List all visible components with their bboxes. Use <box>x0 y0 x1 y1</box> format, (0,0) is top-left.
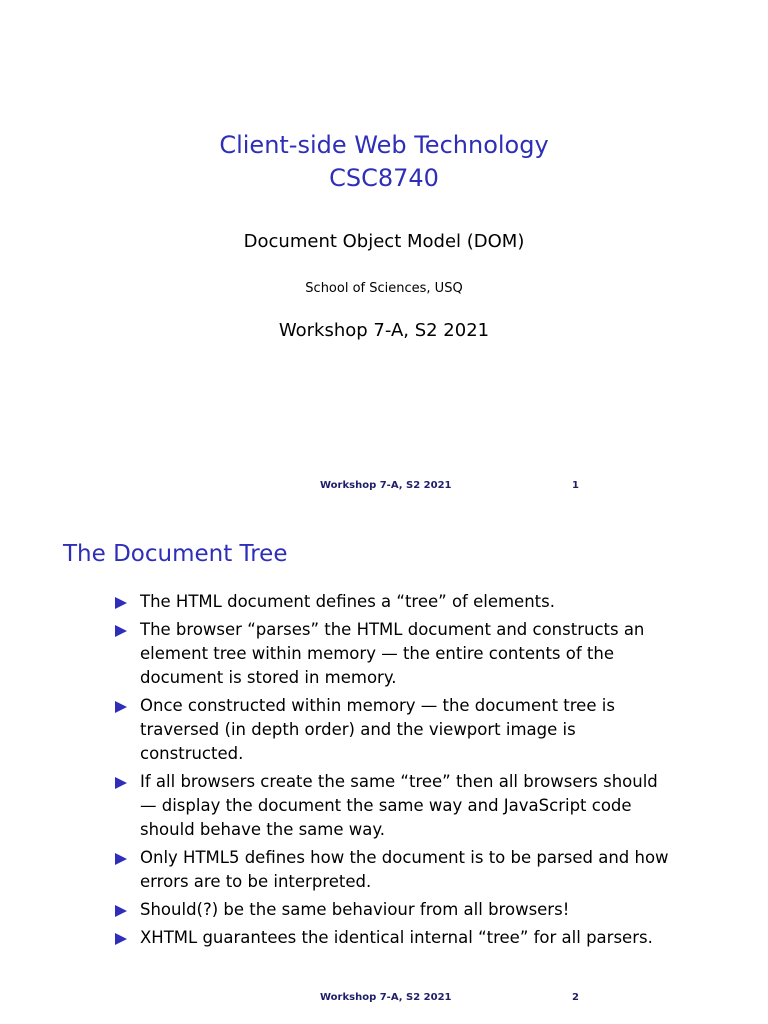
bullet-text: Once constructed within memory — the document tree is traversed (in depth order) and the viewport image is constructed. <box>140 696 615 763</box>
slide-footer <box>0 480 768 494</box>
bullet-text: Should(?) be the same behaviour from all browsers! <box>140 900 570 919</box>
bullet-list <box>115 590 675 954</box>
content-slide <box>0 512 768 1024</box>
footer-text: Workshop 7-A, S2 2021 <box>320 480 452 491</box>
triangle-right-icon <box>115 777 127 789</box>
institute: School of Sciences, USQ <box>305 281 463 296</box>
list-item <box>115 926 675 950</box>
list-item <box>115 846 675 894</box>
list-item <box>115 898 675 922</box>
list-item <box>115 694 675 766</box>
triangle-right-icon <box>115 597 127 609</box>
triangle-right-icon <box>115 853 127 865</box>
bullet-text: Only HTML5 defines how the document is to be parsed and how errors are to be interpreted. <box>140 848 669 891</box>
course-code: CSC8740 <box>329 164 439 192</box>
footer-text: Workshop 7-A, S2 2021 <box>320 992 452 1003</box>
list-item <box>115 590 675 614</box>
subtitle: Document Object Model (DOM) <box>243 231 525 252</box>
slide-footer <box>0 992 768 1006</box>
list-item <box>115 618 675 690</box>
frame-title: The Document Tree <box>63 541 288 567</box>
triangle-right-icon <box>115 905 127 917</box>
bullet-text: The browser “parses” the HTML document and constructs an element tree within memory — the entire contents of the document is stored in memory. <box>140 620 645 687</box>
list-item <box>115 770 675 842</box>
triangle-right-icon <box>115 625 127 637</box>
page-number: 2 <box>572 992 579 1003</box>
page-number: 1 <box>572 480 579 491</box>
bullet-text: XHTML guarantees the identical internal “tree” for all parsers. <box>140 928 653 947</box>
triangle-right-icon <box>115 933 127 945</box>
bullet-text: If all browsers create the same “tree” then all browsers should — display the document the same way and JavaScript code should behave the same way. <box>140 772 658 839</box>
triangle-right-icon <box>115 701 127 713</box>
bullet-text: The HTML document defines a “tree” of elements. <box>140 592 555 611</box>
date-line: Workshop 7-A, S2 2021 <box>278 320 490 341</box>
presentation-title: Client-side Web Technology <box>219 131 549 159</box>
